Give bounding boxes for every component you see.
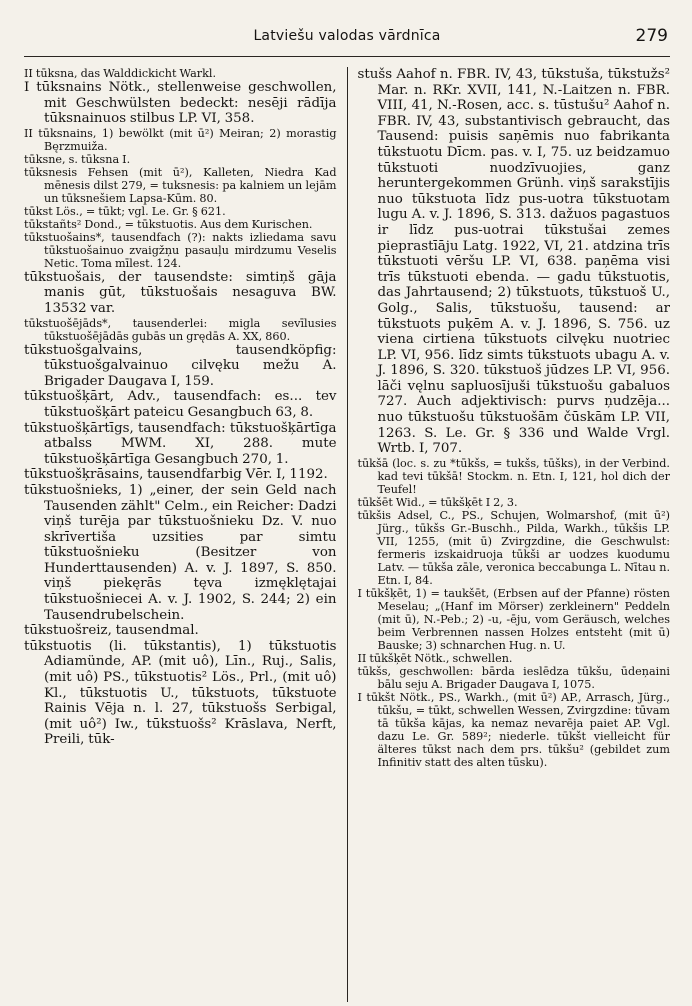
dictionary-entry: tūkstuošgalvains, tausendköpfig: tūkstuošgalvainuo cilvęku mežu A. Brigader Daugava I, 159. [24,342,337,389]
page-number: 279 [635,26,668,46]
dictionary-entry: tūkstuošais, der tausendste: simtiņš gāja manis gūt, tūkstuošais nesaguva BW. 13532 var. [24,269,337,316]
dictionary-entry: tūkstuošķrāsains, tausendfarbig Vēr. I, 1192. [24,467,328,483]
dictionary-entry: I tūkšķēt, 1) = taukšēt, (Erbsen auf der Pfanne) rösten Meselau; „(Hanf im Mörser) zerkleinern" Peddeln (mit ū), N.-Peb.; 2) -u, -ēju, vom Geräusch, welches beim Verbrennen nassen Holzes entsteht (mit ū) Bauske; 3) schnarchen Hug. n. U. [357,586,670,652]
dictionary-entry: tūkstuošējāds*, tausenderlei: migla sevīlusies tūkstuošējādās gubās un grędās A. XX, 860. [24,316,337,343]
dictionary-entry: I tūksnains Nötk., stellenweise geschwollen, mit Geschwülsten bedeckt: nesēji rādīja tūksnainuos stilbus LP. VI, 358. [24,80,337,127]
dictionary-entry: tūkstañts² Dond., = tūkstuotis. Aus dem Kurischen. [24,217,313,231]
two-column-body [24,67,670,1002]
page-header [24,26,670,50]
dictionary-entry: tūkst Lös., = tūkt; vgl. Le. Gr. § 621. [24,204,226,218]
dictionary-entry: tūkstuošreiz, tausendmal. [24,623,199,639]
left-column [24,67,337,1002]
dictionary-entry: tūkstuošķārt, Adv., tausendfach: es... tev tūkstuošķārt pateicu Gesangbuch 63, 8. [24,389,337,420]
dictionary-entry: tūkstuošķārtīgs, tausendfach: tūkstuošķārtīga atbalss MWM. XI, 288. mute tūkstuošķārtīga Gesangbuch 270, 1. [24,420,337,467]
column-divider [347,67,348,1002]
dictionary-entry: tūkšis Adsel, C., PS., Schujen, Wolmarshof, (mit ū²) Jürg., tūkšs Gr.-Buschh., Pilda, Warkh., tūkšis LP. VII, 1255, (mit ū) Zvirgzdine, die Geschwulst: fermeris izskaidruoja tūkši ar uodzes kuodumu Latv. — tūkša zāle, veronica beccabunga L. Nītau n. Etn. I, 84. [357,508,670,587]
dictionary-entry: tūksne, s. tūksna I. [24,152,131,166]
dictionary-entry: tūkstuošains*, tausendfach (?): nakts izliedama savu tūkstuošainuo zvaigžņu pasauļu mirdzumu Veselis Netic. Toma mīlest. 124. [24,230,337,270]
dictionary-entry: tūksnesis Fehsen (mit ū²), Kalleten, Niedra Kad mēnesis dilst 279, = tuksnesis: pa kalniem un lejām un tūksnešiem Lapsa-Kūm. 80. [24,165,337,205]
dictionary-entry: tūkstuošnieks, 1) „einer, der sein Geld nach Tausenden zählt" Celm., ein Reicher: Dadzi viņš turēja par tūkstuošnieku Dz. V. nuo skrīvertiša uzsities par simtu tūkstuošnieku (Besitzer von Hunderttausenden) A. v. J. 1897, S. 850. viņš piekęrās tęva izmęklętajai tūkstuošniecei A. v. J. 1902, S. 244; 2) ein Tausendrubelschein. [24,482,337,623]
running-title: Latviešu valodas vārdnīca [253,28,441,44]
header-rule [24,56,670,57]
dictionary-entry: stušs Aahof n. FBR. IV, 43, tūkstuša, tūkstužs² Mar. n. RKr. XVII, 141, N.-Laitzen n. FBR. VIII, 41, N.-Rosen, acc. s. tūstušu² Aahof n. FBR. IV, 43, substantivisch gebraucht, das Tausend: puisis saņēmis nuo fabrikanta tūkstuotu Dīcm. pas. v. I, 75. uz beidzamuo tūkstuoti nuodzīvuojies, ganz heruntergekommen Grünh. viņš sarakstījis nuo tūkstuota līdz pus-uotra tūkstuotam lugu A. v. J. 1896, S. 313. dažuos pagastuos ir līdz pus-uotrai tūkstušai zemes pieprastīāju Latg. 1922, VI, 21. atdzina trīs tūkstuoti vēršu LP. VI, 638. paņēma visi trīs tūkstuoti ebenda. — gadu tūkstuotis, das Jahrtausend; 2) tūkstuots, tūkstuoš U., Golg., Salis, tūkstuošu, tausend: ar tūkstuots puķēm A. v. J. 1896, S. 756. uz viena cirtiena tūkstuots cilvęku nuotriec LP. VI, 956. līdz simts tūkstuots ubagu A. v. J. 1896, S. 320. tūkstuoš jūdzes LP. VI, 956. lāči vęlnu sapluosījuši tūkstuošu gabaluos 727. Auch adjektivisch: purvs ņudzēja... nuo tūkstuošu tūkstuošām čūskām LP. VII, 1263. S. Le. Gr. § 336 und Walde Vrgl. Wrtb. I, 707. [357,67,670,457]
dictionary-entry: tūkšā (loc. s. zu *tūkšs, = tukšs, tūšks), in der Verbind. kad tevi tūkšā! Stockm. n. Etn. I, 121, hol dich der Teufel! [357,456,670,496]
dictionary-entry: II tūksnains, 1) bewölkt (mit ū²) Meiran; 2) morastig Bęrzmuiža. [24,126,337,153]
dictionary-entry: tūkstuotis (li. tūkstantis), 1) tūkstuotis Adiamünde, AP. (mit uô), Līn., Ruj., Salis, (mit uô) PS., tūkstuotis² Lös., Prl., (mit uô) Kl., tūkstuotis U., tūkstuots, tūkstuote Rainis Vēja n. l. 27, tūkstuošs Serbigal, (mit uô²) Iw., tūkstuošs² Krāslava, Nerft, Preili, tūk- [24,638,337,748]
dictionary-entry: tūkšs, geschwollen: bārda ieslēdza tūkšu, ūdeņaini bālu seju A. Brigader Daugava I, 1075. [357,664,670,691]
right-column [357,67,670,1002]
dictionary-entry: I tūkšt Nötk., PS., Warkh., (mit ū²) AP., Arrasch, Jürg., tūkšu, = tūkt, schwellen Wessen, Zvirgzdine: tūvam tā tūkša kājas, ka nemaz nevarēja paiet AP. Vgl. dazu Le. Gr. 589²; niederle. tūkšt vielleicht für älteres tūkst nach dem prs. tūkšu² (gebildet zum Infinitiv statt des alten tūsku). [357,690,670,769]
dictionary-entry: tūkšēt Wid., = tūkšķēt I 2, 3. [357,495,518,509]
dictionary-entry: II tūkšķēt Nötk., schwellen. [357,651,513,665]
dictionary-entry: II tūksna, das Walddickicht Warkl. [24,67,217,80]
